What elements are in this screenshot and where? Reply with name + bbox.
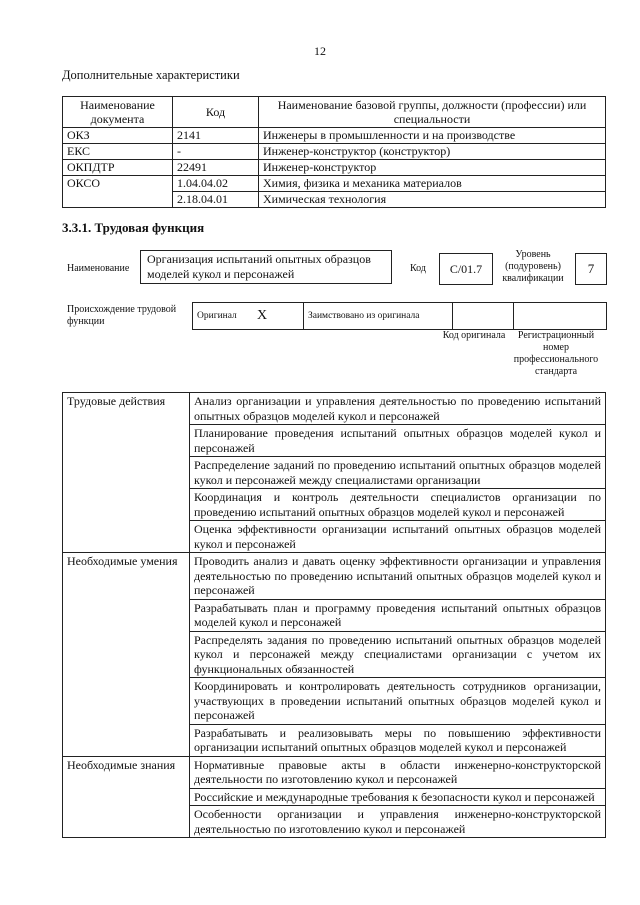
original-label: Оригинал [193, 303, 254, 330]
additional-heading: Дополнительные характеристики [62, 68, 240, 82]
required-skills-label: Необходимые умения [63, 553, 190, 757]
skill-item: Распределять задания по проведению испытаний опытных образцов моделей кукол и персонажей между специалистами организации с учетом их функциональных обязанностей [190, 631, 606, 678]
doc-cell: ОКПДТР [63, 160, 173, 176]
header-group-name: Наименование базовой группы, должности (профессии) или специальности [259, 97, 606, 128]
group-cell: Инженеры в промышленности и на производстве [259, 128, 606, 144]
skill-item: Разрабатывать и реализовывать меры по повышению эффективности организации испытаний опытных образцов моделей кукол и персонажей [190, 724, 606, 756]
labor-action-item: Планирование проведения испытаний опытных образцов моделей кукол и персонажей [190, 425, 606, 457]
function-heading: 3.3.1. Трудовая функция [62, 220, 205, 235]
labor-action-item: Распределение заданий по проведению испытаний опытных образцов моделей кукол и персонажей между специалистами организации [190, 457, 606, 489]
doc-cell: ОКЗ [63, 128, 173, 144]
code-cell: 1.04.04.02 [173, 176, 259, 192]
knowledge-item: Особенности организации и управления инженерно-конструкторской деятельностью по изготовлению кукол и персонажей [190, 806, 606, 838]
original-code-cell [453, 303, 514, 330]
code-cell: 22491 [173, 160, 259, 176]
name-label: Наименование [67, 263, 130, 274]
function-details-table [62, 392, 606, 838]
skill-item: Проводить анализ и давать оценку эффективности организации и управления деятельностью по проведению испытаний опытных образцов моделей кукол и персонажей [190, 553, 606, 600]
additional-header-row [63, 97, 606, 128]
code-label: Код [410, 263, 426, 274]
labor-action-item: Анализ организации и управления деятельностью по проведению испытаний опытных образцов моделей кукол и персонажей [190, 393, 606, 425]
code-cell: 2141 [173, 128, 259, 144]
reg-number-caption: Регистрационный номер профессионального стандарта [513, 330, 599, 377]
labor-action-item: Оценка эффективности организации испытаний опытных образцов моделей кукол и персонажей [190, 521, 606, 553]
header-code: Код [173, 97, 259, 128]
table-row [63, 176, 606, 192]
origin-row [193, 303, 607, 330]
labor-action-item: Координация и контроль деятельности специалистов организации по проведению испытаний опытных образцов моделей кукол и персонажей [190, 489, 606, 521]
doc-cell: ЕКС [63, 144, 173, 160]
doc-cell: ОКСО [63, 176, 173, 208]
labor-actions-label: Трудовые действия [63, 393, 190, 553]
function-name-box: Организация испытаний опытных образцов моделей кукол и персонажей [140, 250, 392, 284]
origin-label: Происхождение трудовой функции [67, 304, 177, 327]
original-mark: X [253, 303, 304, 330]
header-doc-name: Наименование документа [63, 97, 173, 128]
group-cell: Инженер-конструктор [259, 160, 606, 176]
additional-table [62, 96, 606, 208]
knowledge-item: Российские и международные требования к безопасности кукол и персонажей [190, 788, 606, 806]
table-row [63, 756, 606, 788]
table-row [63, 128, 606, 144]
skill-item: Координировать и контролировать деятельность сотрудников организации, участвующих в проведении испытаний опытных образцов моделей кукол и персонажей [190, 678, 606, 725]
original-code-caption: Код оригинала [442, 330, 506, 341]
code-cell: 2.18.04.01 [173, 192, 259, 208]
group-cell: Инженер-конструктор (конструктор) [259, 144, 606, 160]
table-row [63, 393, 606, 425]
reg-number-cell [514, 303, 607, 330]
page-number: 12 [314, 44, 326, 58]
table-row [63, 160, 606, 176]
level-label: Уровень (подуровень) квалификации [502, 249, 564, 284]
skill-item: Разрабатывать план и программу проведения испытаний опытных образцов моделей кукол и персонажей [190, 599, 606, 631]
function-code-box: C/01.7 [439, 253, 493, 285]
group-cell: Химия, физика и механика материалов [259, 176, 606, 192]
origin-table [192, 302, 607, 330]
table-row [63, 144, 606, 160]
code-cell: - [173, 144, 259, 160]
table-row [63, 553, 606, 600]
level-box: 7 [575, 253, 607, 285]
knowledge-item: Нормативные правовые акты в области инженерно-конструкторской деятельности по изготовлению кукол и персонажей [190, 756, 606, 788]
borrowed-label: Заимствовано из оригинала [304, 303, 453, 330]
required-knowledge-label: Необходимые знания [63, 756, 190, 838]
group-cell: Химическая технология [259, 192, 606, 208]
